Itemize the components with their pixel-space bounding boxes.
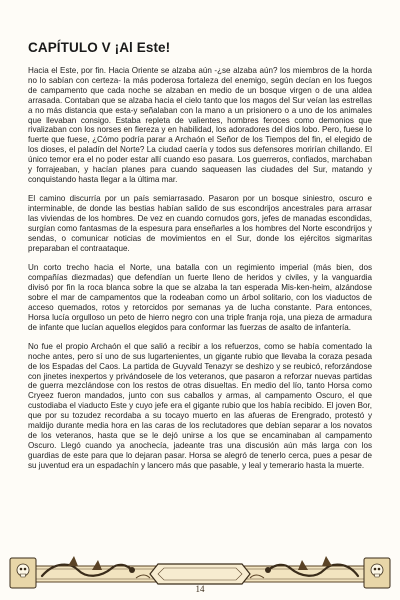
page-plaque [150, 564, 250, 584]
skull-icon [364, 558, 390, 588]
skull-icon [10, 558, 36, 588]
paragraph: Hacia el Este, por fin. Hacia Oriente se alzaba aún -¿se alzaba aún? los miembros de la horda no lo sabían con certeza- la más poderosa fortaleza del enemigo, según decían en los fuegos de campamento que cada noche se alzaban en medio de un bosque virgen o de una aldea arrasada. Contaban que se alzaba hacia el cielo tanto que los magos del Sur veían las estrellas a no más distancia que esta-y señalaban con la mano a un prisionero o a uno de los animales que llevaban consigo. Estaba repleta de valientes, hombres feroces como demonios que rivalizaban con los norses en fiereza y en habilidad, los adoradores del dios lobo. Pero, fuese lo fuerte que fuese, ¿Cómo podría parar a Archaón el Señor de los Tiempos del fin, el elegido de los dioses, el paladín del Norte? La ciudad caería y todos sus defensores morirían chillando. El único temor era el no poder estar allí cuando eso pasara. Los guerreros, confiados, marchaban y forrajeaban, y hacían planes para cuando saqueasen las ciudades del Sur, matando y conquistando hasta llegar a la última mar. [28, 66, 372, 184]
paragraph: Un corto trecho hacia el Norte, una batalla con un regimiento imperial (más bien, dos compañías diezmadas) que defendían un fuerte lleno de heridos y civiles, y la vanguardia divisó por fin la roca blanca sobre la que se alzaba la tan esperada Mis-ken-heim, alzándose sobre el mar de campamentos que la rodeaban como un árbol solitario, con los viaductos de acceso quemados, rotos y retorcidos por semanas ya de lucha constante. Para entonces, Horsa lucía orgulloso un peto de hierro negro con una triple franja roja, una pieza de armadura de infante que lucían aquellos elegidos para conformar las fuerzas de asalto de infantería. [28, 263, 372, 332]
paragraph: El camino discurría por un país semiarrasado. Pasaron por un bosque siniestro, oscuro e interminable, de donde las bestias habían salido de sus escondrijos ancestrales para arrasar las viviendas de los hombres. De vez en cuando cornudos gors, jefes de manadas escondidas, surgían como fantasmas de la espesura para enseñarles a los hombres del Norte escondrijos y sendas, o comunicar noticias de movimientos en el Sur, donde los ejércitos sigmaritas preparaban el contraataque. [28, 194, 372, 253]
chapter-body [28, 66, 372, 480]
paragraph: No fue el propio Archaón el que salió a recibir a los refuerzos, como se había comentado la noche antes, pero sí uno de sus lugartenientes, un gigante rubio que llevaba la coraza pesada de los Espadas del Caos. La partida de Guyvald Tenazyr se deshizo y se reubicó, reforzándose con jinetes inexpertos y privándosele de los veteranos, que pasaron a reforzar nuevas partidas de guerra mezclándose con los restos de otras disueltas. En medio del lío, tanto Horsa como Cryeez fueron mandados, junto con sus caballos y armas, al campamento Oscuro, el que custodiaba el viaducto Este y cuyo jefe era el gigante rubio que los había recibido. El joven Bor, que por su tozudez recordaba a su tocayo muerto en las afueras de Erengrado, protestó y maldijo durante media hora en las caras de los reclutadores que debían separar a los novatos de los veteranos, hasta que se le dejó unirse a los que se encaminaban al campamento Oscuro. Llegó cuando ya anochecía, jadeante tras una discusión aún más larga con los guardias de este para que lo dejaran pasar. Horsa se alegró de tenerlo cerca, pues a pesar de su juventud era un espadachín y lancero más que pasable, y leal y temerario hasta la muerte. [28, 341, 372, 470]
page-number: 14 [195, 584, 205, 594]
chapter-title: CAPÍTULO V ¡Al Este! [28, 40, 171, 55]
